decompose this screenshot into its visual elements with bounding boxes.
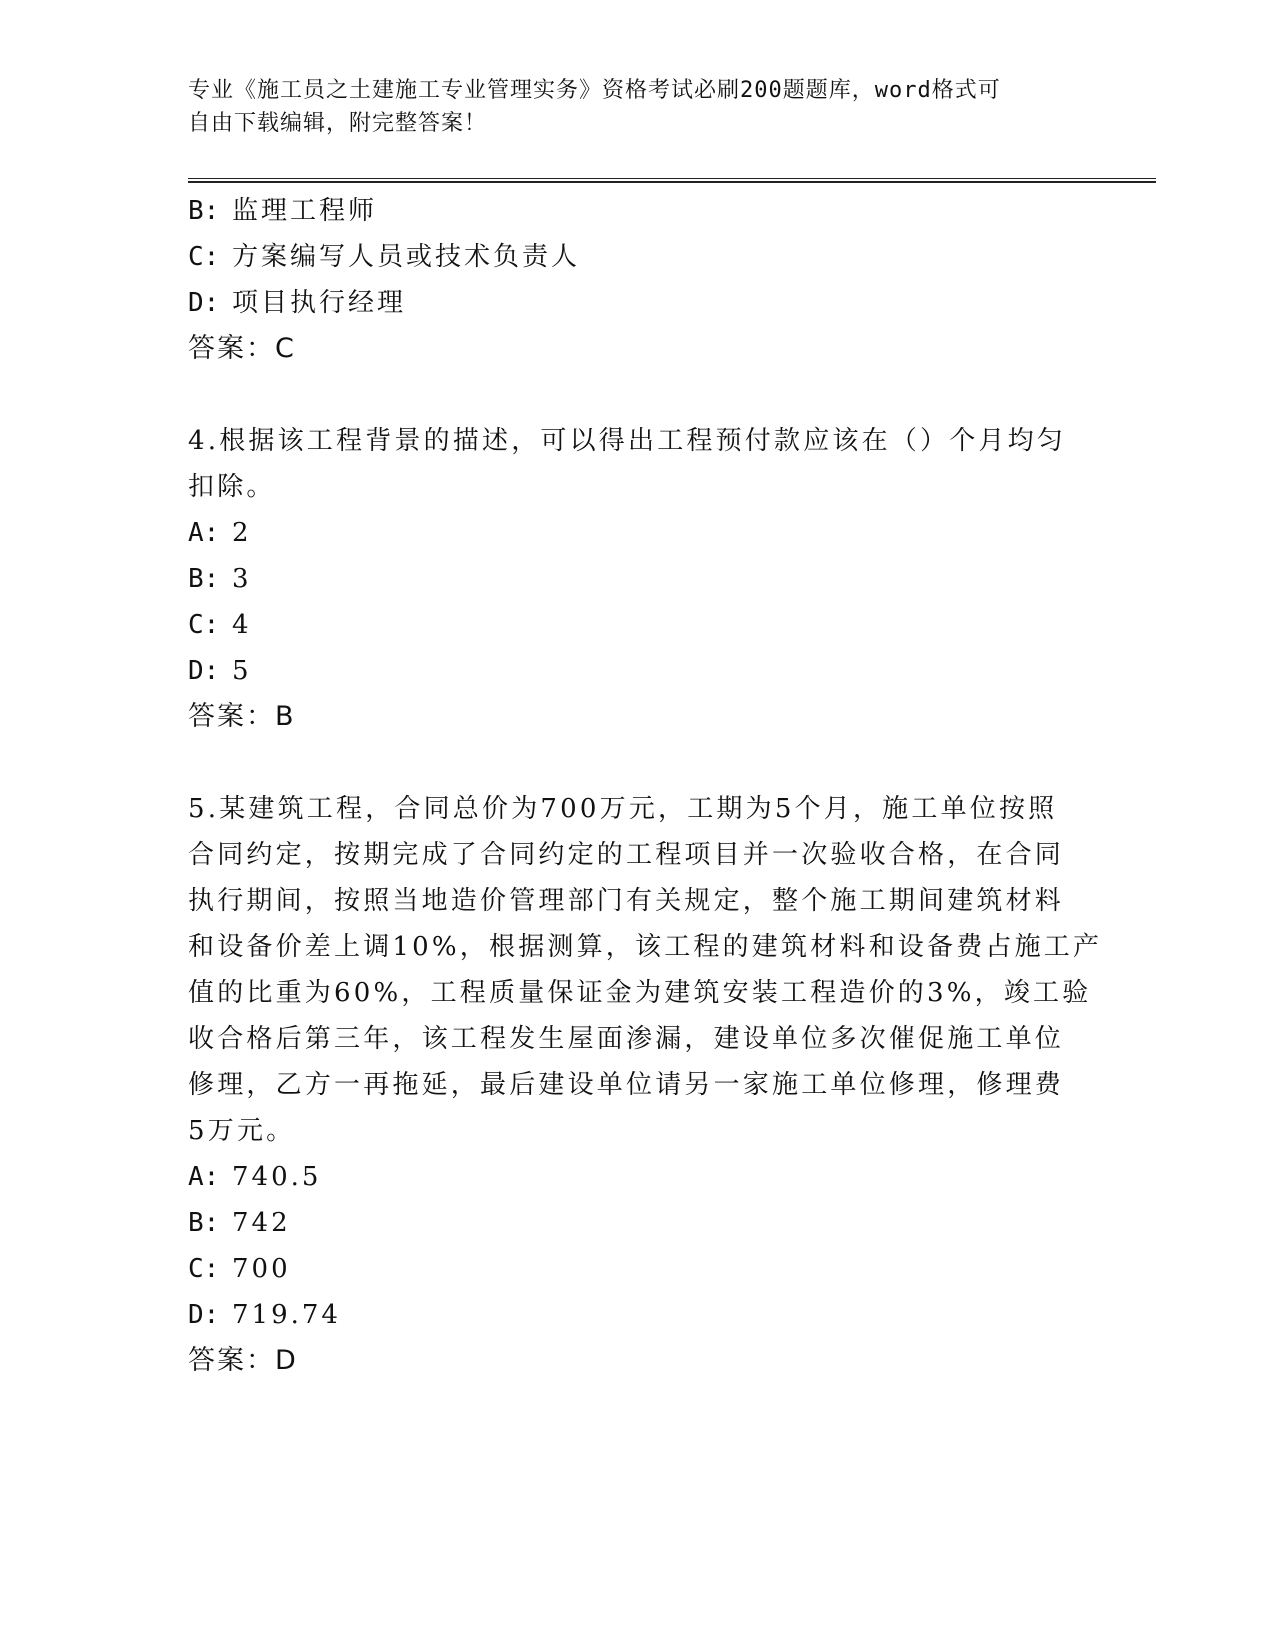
question-4 [188, 418, 1088, 740]
question-5 [188, 786, 1103, 1384]
option-text: 742 [232, 1208, 291, 1238]
question-5-text [188, 786, 1103, 1154]
option-text: 监理工程师 [232, 196, 378, 226]
question-line: 收合格后第三年，该工程发生屋面渗漏，建设单位多次催促施工单位 [188, 1024, 1065, 1054]
question-line: 4.根据该工程背景的描述，可以得出工程预付款应该在（）个月均匀 [188, 426, 1067, 456]
option-key: D: [188, 656, 220, 686]
question-line: 修理，乙方一再拖延，最后建设单位请另一家施工单位修理，修理费 [188, 1070, 1065, 1100]
question-line: 合同约定，按期完成了合同约定的工程项目并一次验收合格，在合同 [188, 840, 1065, 870]
option-c [188, 602, 1088, 648]
question-5-answer: 答案：D [188, 1345, 298, 1376]
option-key: C: [188, 1254, 220, 1284]
option-key: A: [188, 518, 220, 548]
option-b [188, 556, 1088, 602]
question-line: 执行期间，按照当地造价管理部门有关规定，整个施工期间建筑材料 [188, 886, 1065, 916]
header-divider [188, 178, 1156, 183]
option-c [188, 1246, 1088, 1292]
question-line: 和设备价差上调10%，根据测算，该工程的建筑材料和设备费占施工产 [188, 932, 1103, 962]
question-line: 5万元。 [188, 1116, 296, 1146]
option-text: 5 [232, 656, 252, 686]
option-text: 方案编写人员或技术负责人 [232, 242, 581, 272]
header-line-1: 专业《施工员之土建施工专业管理实务》资格考试必刷200题题库，word格式可 [188, 78, 1001, 103]
option-b [188, 1200, 1088, 1246]
page-header [188, 74, 1068, 140]
option-d [188, 648, 1088, 694]
question-line: 值的比重为60%，工程质量保证金为建筑安装工程造价的3%，竣工验 [188, 978, 1092, 1008]
option-key: C: [188, 242, 220, 272]
option-a [188, 1154, 1088, 1200]
option-text: 3 [232, 564, 252, 594]
spacer [188, 740, 1088, 786]
option-d [188, 1292, 1088, 1338]
option-key: D: [188, 1300, 220, 1330]
spacer [188, 372, 1088, 418]
question-content [188, 188, 1103, 1384]
option-c [188, 234, 1088, 280]
option-key: D: [188, 288, 220, 318]
option-d [188, 280, 1088, 326]
question-4-text [188, 418, 1088, 510]
question-4-answer: 答案：B [188, 701, 296, 732]
option-text: 4 [232, 610, 252, 640]
option-a [188, 510, 1088, 556]
option-text: 项目执行经理 [232, 288, 407, 318]
header-line-2: 自由下载编辑，附完整答案！ [188, 111, 488, 136]
option-text: 700 [232, 1254, 291, 1284]
option-text: 719.74 [232, 1300, 341, 1330]
option-key: B: [188, 564, 220, 594]
option-key: B: [188, 1208, 220, 1238]
question-3-answer: 答案：C [188, 333, 296, 364]
option-key: B: [188, 196, 220, 226]
question-3-options [188, 188, 1088, 372]
option-key: C: [188, 610, 220, 640]
option-text: 2 [232, 518, 252, 548]
question-line: 5.某建筑工程，合同总价为700万元，工期为5个月，施工单位按照 [188, 794, 1058, 824]
option-b [188, 188, 1088, 234]
option-key: A: [188, 1162, 220, 1192]
question-line: 扣除。 [188, 472, 276, 502]
option-text: 740.5 [232, 1162, 322, 1192]
